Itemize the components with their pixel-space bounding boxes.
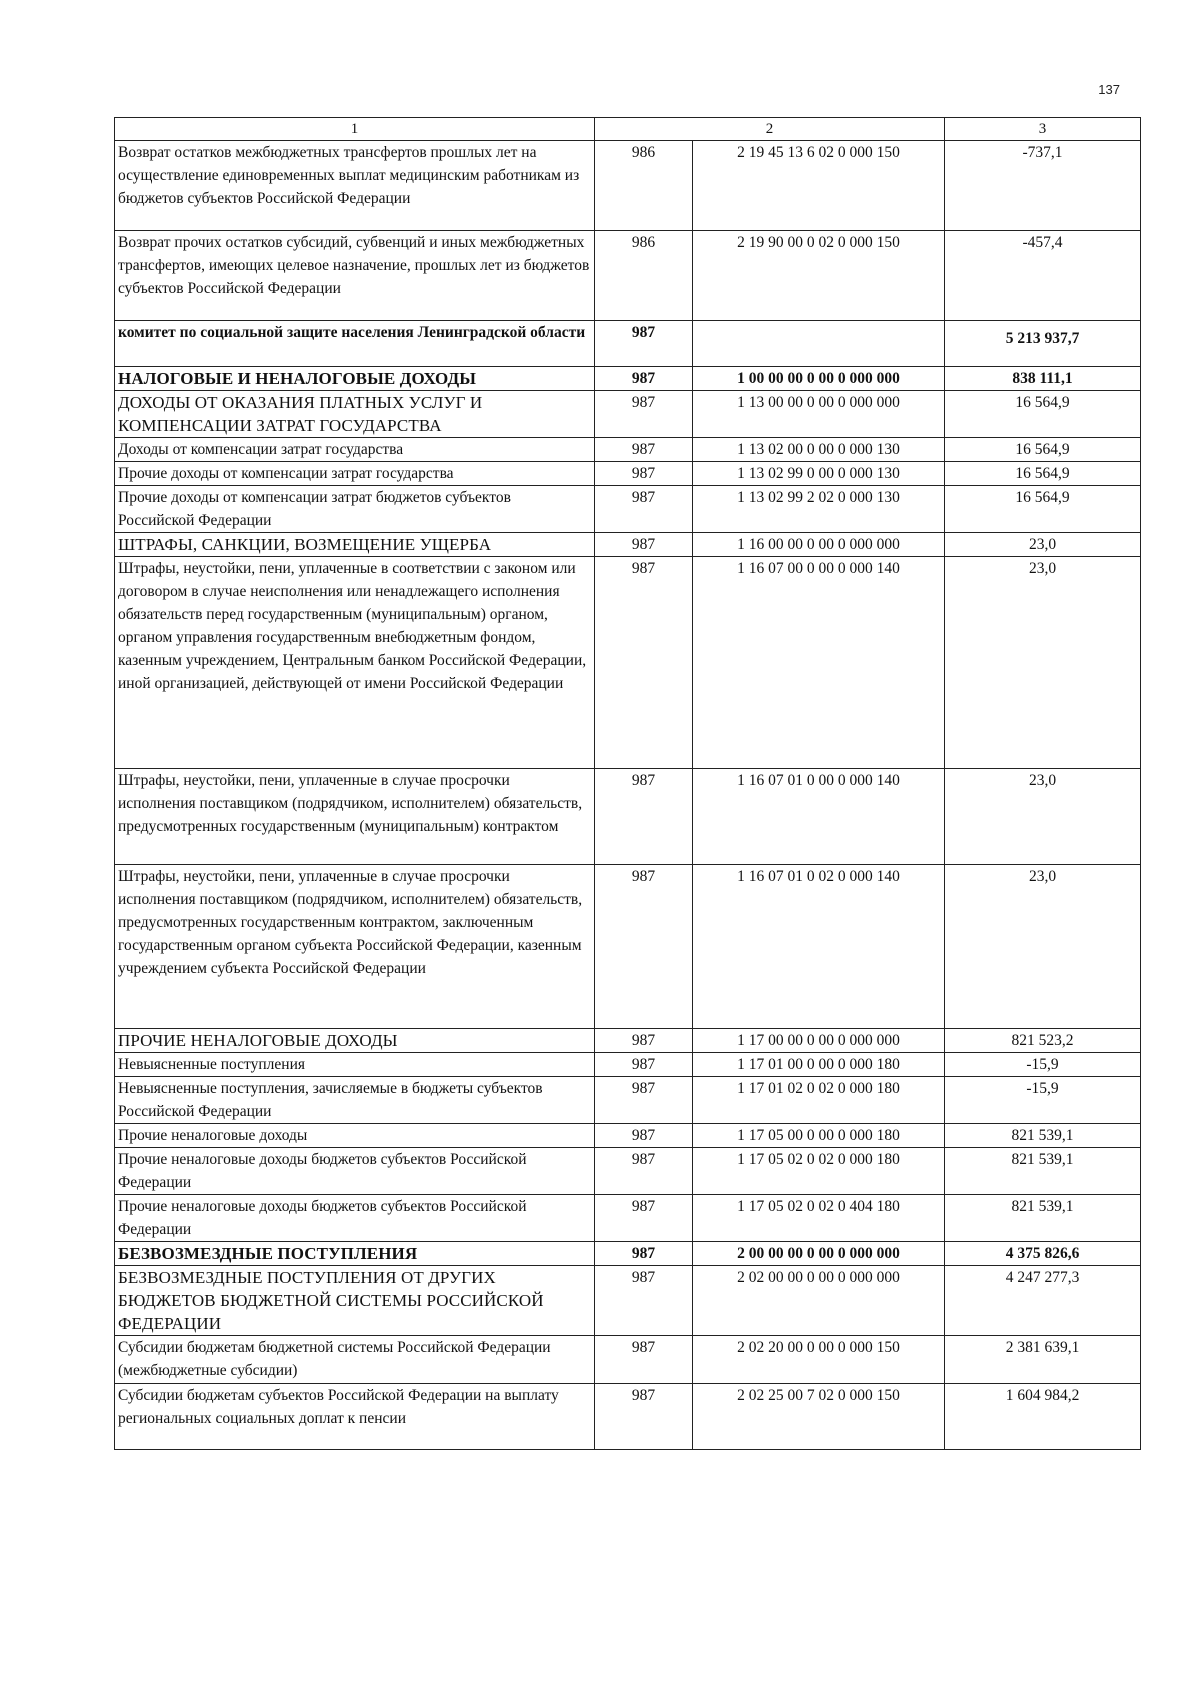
row-name: Прочие неналоговые доходы бюджетов субъектов Российской Федерации [115,1195,595,1242]
row-amount: 4 375 826,6 [945,1242,1141,1266]
row-name: Возврат остатков межбюджетных трансфертов прошлых лет на осуществление единовременных выплат медицинским работникам из бюджетов субъектов Российской Федерации [115,141,595,231]
row-budget-code: 2 02 25 00 7 02 0 000 150 [693,1384,945,1450]
row-budget-code: 1 16 07 00 0 00 0 000 140 [693,557,945,769]
row-name: Прочие доходы от компенсации затрат бюджетов субъектов Российской Федерации [115,486,595,533]
row-admin-code: 987 [595,1242,693,1266]
row-admin-code: 987 [595,1384,693,1450]
row-admin-code: 986 [595,231,693,321]
row-name: Штрафы, неустойки, пени, уплаченные в случае просрочки исполнения поставщиком (подрядчиком, исполнителем) обязательств, предусмотренных государственным (муниципальным) контрактом [115,769,595,865]
row-budget-code: 1 17 01 00 0 00 0 000 180 [693,1053,945,1077]
row-budget-code: 1 17 00 00 0 00 0 000 000 [693,1029,945,1053]
row-admin-code: 987 [595,1195,693,1242]
row-name: ШТРАФЫ, САНКЦИИ, ВОЗМЕЩЕНИЕ УЩЕРБА [115,533,595,557]
table-row [115,367,1141,391]
table-row [115,462,1141,486]
table-row [115,557,1141,769]
table-row [115,1029,1141,1053]
row-admin-code: 987 [595,321,693,367]
row-name: Прочие неналоговые доходы [115,1124,595,1148]
column-header-2: 2 [595,118,945,141]
row-admin-code: 987 [595,1336,693,1384]
table-header-row [115,118,1141,141]
row-amount: -15,9 [945,1077,1141,1124]
row-name: Штрафы, неустойки, пени, уплаченные в случае просрочки исполнения поставщиком (подрядчиком, исполнителем) обязательств, предусмотренных государственным контрактом, заключенным государственным органом субъекта Российской Федерации, казенным учреждением субъекта Российской Федерации [115,865,595,1029]
row-amount: -737,1 [945,141,1141,231]
row-budget-code: 1 13 02 00 0 00 0 000 130 [693,438,945,462]
row-admin-code: 987 [595,769,693,865]
table-row [115,769,1141,865]
row-amount: 821 539,1 [945,1148,1141,1195]
row-amount: -15,9 [945,1053,1141,1077]
table-row [115,1336,1141,1384]
row-amount: 23,0 [945,557,1141,769]
table-row [115,1124,1141,1148]
row-admin-code: 987 [595,486,693,533]
table-row [115,391,1141,438]
row-amount: -457,4 [945,231,1141,321]
row-admin-code: 987 [595,865,693,1029]
table-row [115,1148,1141,1195]
table-row [115,1053,1141,1077]
row-admin-code: 987 [595,557,693,769]
row-amount: 5 213 937,7 [1005,330,1080,347]
row-amount: 23,0 [945,533,1141,557]
revenue-table [114,117,1141,1450]
row-name: Прочие неналоговые доходы бюджетов субъектов Российской Федерации [115,1148,595,1195]
row-admin-code: 987 [595,1053,693,1077]
table-row [115,1195,1141,1242]
row-budget-code: 1 13 02 99 2 02 0 000 130 [693,486,945,533]
table-row [115,141,1141,231]
row-amount: 821 539,1 [945,1124,1141,1148]
row-name: Прочие доходы от компенсации затрат государства [115,462,595,486]
table-row [115,321,1141,367]
row-name: БЕЗВОЗМЕЗДНЫЕ ПОСТУПЛЕНИЯ ОТ ДРУГИХ БЮДЖЕТОВ БЮДЖЕТНОЙ СИСТЕМЫ РОССИЙСКОЙ ФЕДЕРАЦИИ [115,1266,595,1336]
row-budget-code: 1 17 01 02 0 02 0 000 180 [693,1077,945,1124]
table-row [115,1384,1141,1450]
row-amount: 16 564,9 [945,462,1141,486]
page-number: 137 [1098,82,1120,97]
row-admin-code: 987 [595,1266,693,1336]
row-budget-code: 1 16 07 01 0 00 0 000 140 [693,769,945,865]
row-budget-code: 1 00 00 00 0 00 0 000 000 [693,367,945,391]
row-budget-code: 2 19 90 00 0 02 0 000 150 [693,231,945,321]
row-name: БЕЗВОЗМЕЗДНЫЕ ПОСТУПЛЕНИЯ [115,1242,595,1266]
row-name: ДОХОДЫ ОТ ОКАЗАНИЯ ПЛАТНЫХ УСЛУГ И КОМПЕНСАЦИИ ЗАТРАТ ГОСУДАРСТВА [115,391,595,438]
row-budget-code: 1 17 05 00 0 00 0 000 180 [693,1124,945,1148]
row-budget-code: 1 16 07 01 0 02 0 000 140 [693,865,945,1029]
row-admin-code: 987 [595,462,693,486]
row-name: Субсидии бюджетам бюджетной системы Российской Федерации (межбюджетные субсидии) [115,1336,595,1384]
row-amount: 4 247 277,3 [945,1266,1141,1336]
row-amount: 16 564,9 [945,486,1141,533]
row-budget-code: 1 17 05 02 0 02 0 404 180 [693,1195,945,1242]
table-row [115,533,1141,557]
row-name: Доходы от компенсации затрат государства [115,438,595,462]
row-name: Субсидии бюджетам субъектов Российской Федерации на выплату региональных социальных доплат к пенсии [115,1384,595,1450]
row-amount: 838 111,1 [945,367,1141,391]
row-admin-code: 987 [595,367,693,391]
row-name: НАЛОГОВЫЕ И НЕНАЛОГОВЫЕ ДОХОДЫ [115,367,595,391]
row-admin-code: 987 [595,1124,693,1148]
row-admin-code: 987 [595,1148,693,1195]
column-header-3: 3 [945,118,1141,141]
table-row [115,865,1141,1029]
row-budget-code: 1 17 05 02 0 02 0 000 180 [693,1148,945,1195]
row-budget-code: 1 16 00 00 0 00 0 000 000 [693,533,945,557]
row-amount: 1 604 984,2 [945,1384,1141,1450]
row-admin-code: 987 [595,1029,693,1053]
table-row [115,1242,1141,1266]
row-amount: 821 539,1 [945,1195,1141,1242]
row-budget-code: 2 02 20 00 0 00 0 000 150 [693,1336,945,1384]
row-amount: 16 564,9 [945,438,1141,462]
row-amount: 2 381 639,1 [945,1336,1141,1384]
table-row [115,231,1141,321]
row-name: Невыясненные поступления, зачисляемые в бюджеты субъектов Российской Федерации [115,1077,595,1124]
row-name: комитет по социальной защите населения Ленинградской области [115,321,595,367]
row-amount: 23,0 [945,769,1141,865]
row-amount: 23,0 [945,865,1141,1029]
row-admin-code: 986 [595,141,693,231]
table-row [115,1266,1141,1336]
column-header-1: 1 [115,118,595,141]
row-name: ПРОЧИЕ НЕНАЛОГОВЫЕ ДОХОДЫ [115,1029,595,1053]
row-budget-code: 2 02 00 00 0 00 0 000 000 [693,1266,945,1336]
row-name: Невыясненные поступления [115,1053,595,1077]
table-row [115,486,1141,533]
row-admin-code: 987 [595,533,693,557]
row-budget-code: 1 13 02 99 0 00 0 000 130 [693,462,945,486]
row-admin-code: 987 [595,438,693,462]
row-amount: 821 523,2 [945,1029,1141,1053]
row-budget-code: 2 00 00 00 0 00 0 000 000 [693,1242,945,1266]
table-row [115,1077,1141,1124]
row-amount: 16 564,9 [945,391,1141,438]
row-name: Штрафы, неустойки, пени, уплаченные в соответствии с законом или договором в случае неисполнения или ненадлежащего исполнения обязательств перед государственным (муниципальным) органом, органом управления государственным внебюджетным фондом, казенным учреждением, Центральным банком Российской Федерации, иной организацией, действующей от имени Российской Федерации [115,557,595,769]
row-admin-code: 987 [595,391,693,438]
row-budget-code: 1 13 00 00 0 00 0 000 000 [693,391,945,438]
row-name: Возврат прочих остатков субсидий, субвенций и иных межбюджетных трансфертов, имеющих целевое назначение, прошлых лет из бюджетов субъектов Российской Федерации [115,231,595,321]
table-row [115,438,1141,462]
row-budget-code: 2 19 45 13 6 02 0 000 150 [693,141,945,231]
row-admin-code: 987 [595,1077,693,1124]
row-budget-code [693,321,945,367]
